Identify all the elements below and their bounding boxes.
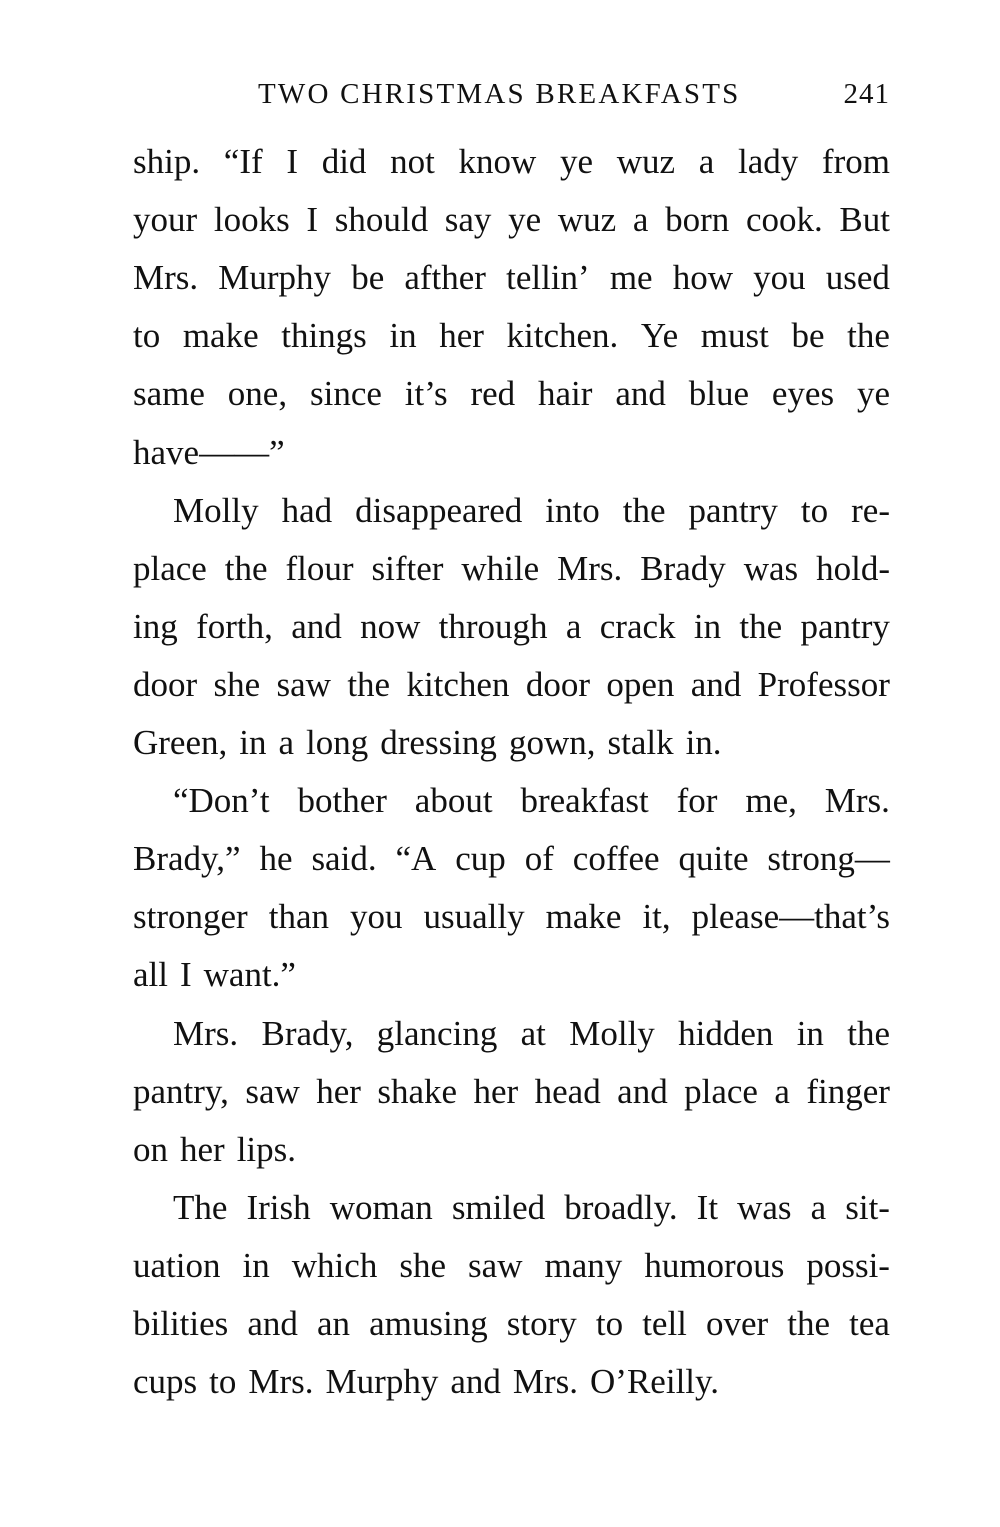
text-word: tellin’ (506, 258, 590, 298)
text-word: the (847, 316, 890, 356)
text-word: Mrs. (173, 1013, 239, 1053)
text-word: dressing (380, 723, 497, 762)
text-word: red (470, 374, 516, 414)
text-word: her (180, 1129, 225, 1169)
text-word: sifter (371, 548, 444, 588)
text-word: broadly. (564, 1187, 678, 1227)
text-word: one, (227, 374, 288, 414)
text-word: strong— (767, 839, 890, 879)
text-word: should (334, 200, 429, 240)
text-line (133, 1295, 890, 1353)
text-word: all (133, 955, 168, 995)
text-word: did (321, 142, 367, 181)
text-word: an (316, 1304, 351, 1343)
text-word: looks (213, 200, 290, 240)
text-word: But (839, 200, 890, 240)
text-word: possi- (806, 1245, 890, 1285)
text-word: tea (849, 1304, 890, 1343)
text-word: saw (245, 1071, 300, 1111)
text-word: her (316, 1071, 361, 1111)
text-word: she (213, 664, 261, 704)
text-line (173, 482, 890, 540)
text-word: for (676, 781, 718, 821)
text-word: cook. (745, 200, 823, 240)
text-word: the (224, 548, 268, 588)
text-word: ship. (133, 142, 201, 181)
text-word: said. (311, 839, 377, 879)
text-word: ing (133, 606, 178, 646)
text-word: O’Reilly. (590, 1362, 719, 1402)
text-word: about (414, 781, 493, 821)
text-word: a (698, 142, 715, 181)
text-word: Mrs. (557, 548, 623, 588)
text-word: kitchen (406, 664, 510, 704)
text-word: in (796, 1013, 824, 1053)
text-word: the (347, 664, 391, 704)
text-line (133, 1353, 890, 1411)
text-word: pantry (800, 606, 890, 646)
text-word: how (672, 258, 733, 298)
text-word: glancing (376, 1013, 498, 1053)
text-word: her (439, 316, 484, 356)
text-word: bother (297, 781, 387, 821)
text-word: it’s (404, 374, 448, 414)
text-word: and (247, 1304, 298, 1343)
text-word: to (209, 1362, 237, 1402)
text-word: and (617, 1071, 668, 1111)
text-word: born (665, 200, 730, 240)
text-line (133, 424, 890, 482)
text-word: a (632, 200, 649, 240)
text-word: over (705, 1304, 769, 1343)
text-word: through (438, 606, 548, 646)
text-word: know (458, 142, 537, 181)
text-word: amusing (369, 1304, 488, 1343)
text-word: must (700, 316, 769, 356)
text-word: shake (377, 1071, 458, 1111)
text-word: Molly (569, 1013, 655, 1053)
text-word: smiled (451, 1187, 546, 1227)
text-word: you (753, 258, 806, 298)
text-word: and (291, 606, 342, 646)
text-word: the (739, 606, 783, 646)
text-word: wuz (616, 142, 676, 181)
text-word: than (268, 897, 329, 937)
text-word: Green, (133, 723, 228, 762)
text-word: same (133, 374, 205, 414)
text-word: in (242, 1245, 270, 1285)
text-word: had (281, 490, 333, 530)
text-word: and (450, 1362, 501, 1402)
text-word: coffee (572, 839, 660, 879)
text-line (133, 307, 890, 365)
text-word: tell (642, 1304, 687, 1343)
text-word: re- (851, 490, 890, 530)
text-word: “If (223, 142, 263, 181)
text-word: lady (737, 142, 799, 181)
text-word: to (133, 316, 161, 356)
text-word: flour (285, 548, 354, 588)
text-word: a (565, 606, 582, 646)
text-word: in (239, 723, 267, 762)
text-line (133, 888, 890, 946)
text-word: was (737, 1187, 792, 1227)
text-word: breakfast (520, 781, 649, 821)
text-word: of (524, 839, 554, 879)
text-word: while (461, 548, 540, 588)
text-word: your (133, 200, 198, 240)
text-word: Professor (757, 664, 890, 704)
text-line (133, 365, 890, 423)
text-word: I (286, 142, 298, 181)
text-word: pantry, (133, 1071, 229, 1111)
text-word: The (173, 1187, 228, 1227)
text-word: have——” (133, 432, 285, 472)
page-number: 241 (843, 78, 890, 110)
text-word: Ye (640, 316, 679, 356)
text-word: and (615, 374, 666, 414)
text-line (133, 1063, 890, 1121)
text-word: ye (508, 200, 542, 240)
text-line (133, 830, 890, 888)
text-word: head (534, 1071, 601, 1111)
text-word: at (520, 1013, 546, 1053)
text-word: I (306, 200, 319, 240)
text-word: used (825, 258, 890, 298)
text-word: kitchen. (506, 316, 619, 356)
text-word: humorous (644, 1245, 785, 1285)
text-word: make (182, 316, 259, 356)
text-word: to (800, 490, 829, 530)
text-word: Brady,” (133, 839, 241, 879)
text-word: open (606, 664, 675, 704)
text-word: now (360, 606, 421, 646)
text-word: saw (276, 664, 331, 704)
text-word: woman (329, 1187, 433, 1227)
running-title: TWO CHRISTMAS BREAKFASTS (258, 78, 741, 110)
text-word: uation (133, 1245, 221, 1285)
text-word: I (179, 955, 192, 995)
text-line (133, 1121, 890, 1179)
text-word: in (693, 606, 722, 646)
text-word: Irish (246, 1187, 311, 1227)
text-word: since (309, 374, 382, 414)
text-word: sit- (845, 1187, 890, 1227)
text-word: please—that’s (691, 897, 890, 937)
text-word: Mrs. (133, 258, 199, 298)
text-word: lips. (236, 1129, 297, 1169)
text-word: a (774, 1071, 790, 1111)
text-word: door (133, 664, 198, 704)
text-word: was (743, 548, 799, 588)
text-word: saw (468, 1245, 523, 1285)
text-word: stronger (133, 897, 248, 937)
text-line (133, 946, 890, 1004)
text-word: long (306, 723, 369, 762)
text-word: story (506, 1304, 577, 1343)
text-word: pantry (688, 490, 778, 530)
text-line (133, 191, 890, 249)
text-word: many (544, 1245, 623, 1285)
text-line (173, 1179, 890, 1237)
text-line (133, 598, 890, 656)
text-word: wuz (557, 200, 617, 240)
text-line (173, 772, 890, 830)
text-word: not (390, 142, 435, 181)
text-word: ye (856, 374, 890, 414)
text-word: blue (688, 374, 749, 414)
text-word: Brady (640, 548, 726, 588)
text-word: hidden (678, 1013, 774, 1053)
text-word: you (350, 897, 403, 937)
page-header (0, 78, 1000, 118)
text-word: stalk (607, 723, 674, 762)
text-word: in (389, 316, 417, 356)
text-word: Murphy (218, 258, 332, 298)
text-word: door (525, 664, 590, 704)
text-line (133, 540, 890, 598)
text-word: and (690, 664, 742, 704)
text-line (133, 656, 890, 714)
text-word: which (291, 1245, 378, 1285)
text-word: gown, (508, 723, 596, 762)
text-word: things (281, 316, 367, 356)
text-word: make (545, 897, 622, 937)
text-word: say (444, 200, 492, 240)
text-word: be (351, 258, 385, 298)
text-word: it, (642, 897, 671, 937)
text-word: the (787, 1304, 831, 1343)
text-word: bilities (133, 1304, 229, 1343)
text-word: be (791, 316, 825, 356)
text-line (133, 714, 890, 772)
text-word: cup (455, 839, 506, 879)
text-word: eyes (771, 374, 835, 414)
text-word: a (278, 723, 295, 762)
text-line (173, 1005, 890, 1063)
text-word: he (259, 839, 293, 879)
text-word: “Don’t (173, 781, 270, 821)
text-word: a (810, 1187, 827, 1227)
text-word: Molly (173, 490, 259, 530)
text-word: me, (745, 781, 797, 821)
text-word: It (696, 1187, 719, 1227)
text-word: place (133, 548, 207, 588)
text-word: from (821, 142, 890, 181)
text-word: disappeared (355, 490, 523, 530)
text-word: her (473, 1071, 519, 1111)
text-word: afther (404, 258, 486, 298)
text-word: quite (678, 839, 749, 879)
text-word: usually (423, 897, 525, 937)
text-word: she (399, 1245, 447, 1285)
text-word: “A (395, 839, 437, 879)
text-word: crack (599, 606, 676, 646)
text-line (133, 249, 890, 307)
text-word: me (609, 258, 653, 298)
text-word: forth, (196, 606, 273, 646)
text-word: Brady, (261, 1013, 354, 1053)
text-word: Murphy (325, 1362, 439, 1402)
text-word: Mrs. (512, 1362, 579, 1402)
text-line (133, 133, 890, 191)
text-word: want.” (203, 955, 296, 995)
text-word: to (595, 1304, 624, 1343)
text-word: the (622, 490, 666, 530)
text-word: the (847, 1013, 890, 1053)
text-word: Mrs. (824, 781, 890, 821)
text-word: hair (538, 374, 593, 414)
text-word: in. (685, 723, 722, 762)
text-word: place (684, 1071, 758, 1111)
text-word: finger (806, 1071, 890, 1111)
text-word: Mrs. (248, 1362, 314, 1402)
text-word: on (133, 1129, 168, 1169)
text-word: into (545, 490, 600, 530)
text-line (133, 1237, 890, 1295)
text-word: ye (560, 142, 594, 181)
text-word: hold- (816, 548, 890, 588)
text-word: cups (133, 1362, 198, 1402)
